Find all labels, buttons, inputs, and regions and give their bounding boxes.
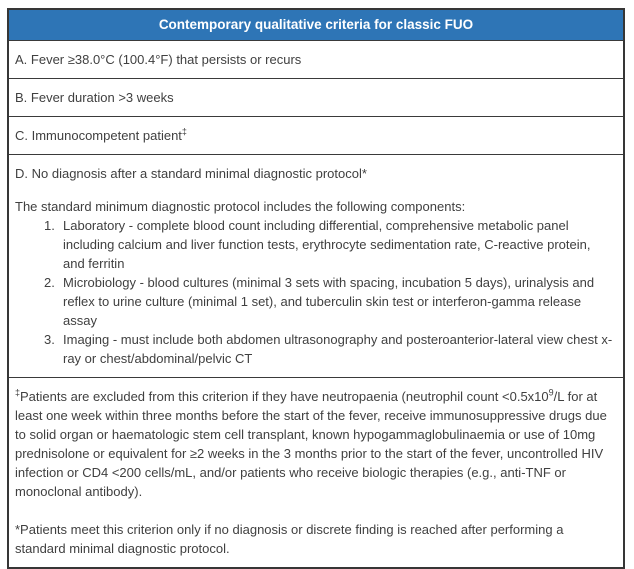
criterion-row-a: [9, 40, 623, 78]
criterion-d-text: D. No diagnosis after a standard minimal diagnostic protocol*: [15, 166, 367, 181]
protocol-item-microbiology: [15, 273, 615, 330]
protocol-item-text: Imaging - must include both abdomen ultrasonography and posteroanterior-lateral view chest x-ray or chest/abdominal/pelvic CT: [63, 332, 613, 366]
protocol-item-number: 2.: [44, 275, 55, 290]
criterion-row-d: [9, 154, 623, 377]
table-header: [9, 10, 623, 40]
criterion-row-c: [9, 116, 623, 154]
protocol-intro: The standard minimum diagnostic protocol includes the following components:: [15, 199, 466, 214]
criterion-b-text: B. Fever duration >3 weeks: [15, 90, 174, 105]
protocol-item-laboratory: [15, 216, 615, 273]
exponent-superscript: 9: [548, 387, 554, 398]
footnote-dagger: [15, 387, 615, 501]
protocol-item-imaging: [15, 330, 615, 368]
footnote-asterisk: *Patients meet this criterion only if no diagnosis or discrete finding is reached after performing a standard minimal diagnostic protocol.: [15, 522, 564, 556]
protocol-item-number: 3.: [44, 332, 55, 347]
protocol-item-text: Microbiology - blood cultures (minimal 3 sets with spacing, incubation 5 days), urinalysis and reflex to urine culture (minimal 1 set), and tuberculin skin test or interferon-gamma release assay: [63, 275, 595, 328]
criterion-a-text: A. Fever ≥38.0°C (100.4°F) that persists or recurs: [15, 52, 302, 67]
criterion-c-label: C. Immunocompetent patient: [15, 128, 182, 143]
criterion-c-text: [15, 126, 615, 145]
criterion-row-b: [9, 78, 623, 116]
dagger-marker-superscript: ‡: [15, 387, 21, 398]
table-title: Contemporary qualitative criteria for classic FUO: [158, 17, 474, 32]
footnote-dagger-text-2: /L for at least one week within three months before the start of the fever, receive immunosuppressive drugs due to solid organ or haematologic stem cell transplant, known hypogammaglobulinaemia or use of 10mg prednisolone or equivalent for ≥2 weeks in the 3 months prior to the start of the fever, uncontrolled HIV infection or CD4 <200 cells/mL, and/or patients who receive biologic therapies (e.g., anti-TNF or monoclonal antibody).: [15, 389, 607, 499]
protocol-item-number: 1.: [44, 218, 55, 233]
footnotes-row: [9, 377, 623, 567]
protocol-list: [15, 216, 615, 368]
fuo-criteria-table: [7, 8, 625, 569]
protocol-item-text: Laboratory - complete blood count including differential, comprehensive metabolic panel including calcium and liver function tests, erythrocyte sedimentation rate, C-reactive protein, and ferritin: [63, 218, 591, 271]
footnote-dagger-text-1: Patients are excluded from this criterion if they have neutropaenia (neutrophil count <0.5x10: [20, 389, 549, 404]
dagger-superscript: ‡: [181, 126, 187, 137]
